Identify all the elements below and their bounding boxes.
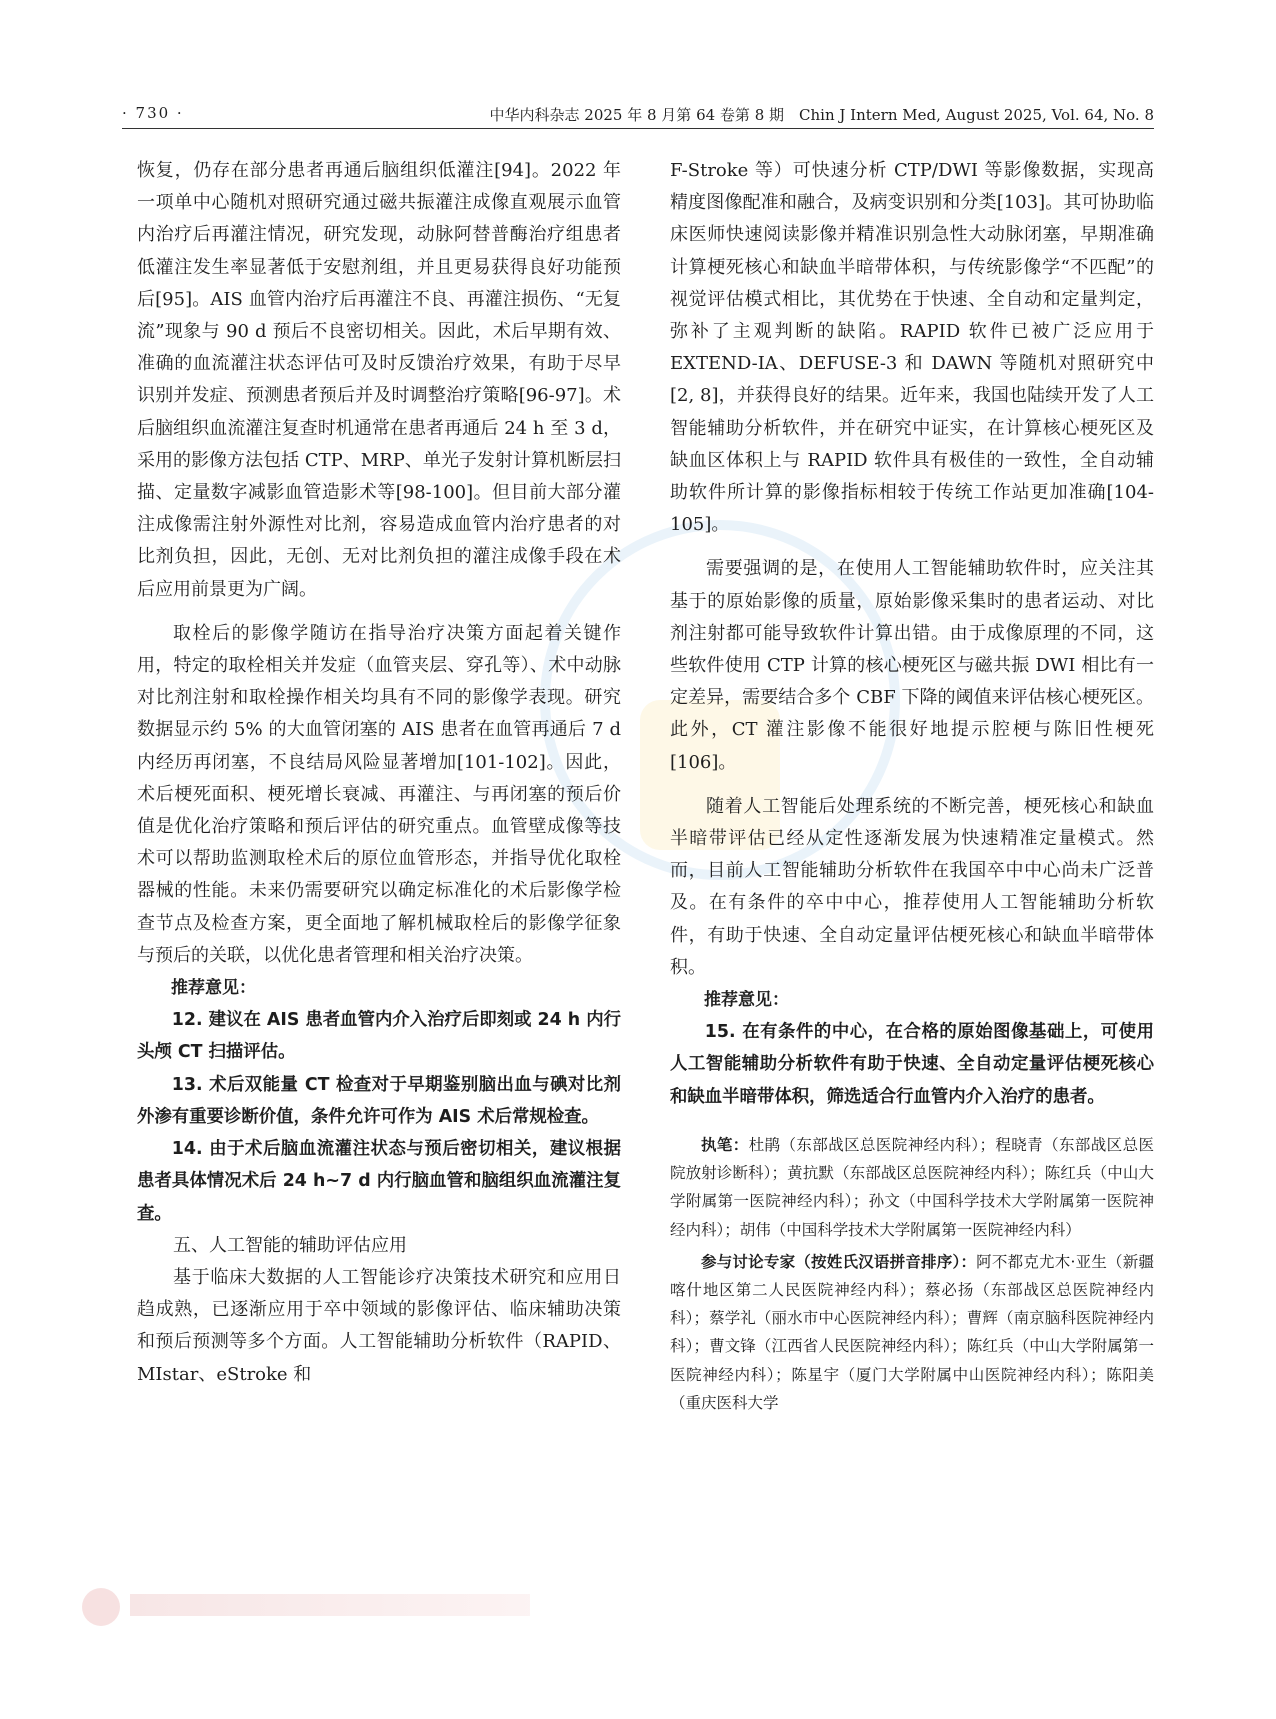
paragraph: 基于临床大数据的人工智能诊疗决策技术研究和应用日趋成熟，已逐渐应用于卒中领域的影像评估、临床辅助决策和预后预测等多个方面。人工智能辅助分析软件（RAPID、MIstar、eStroke 和 [137,1266,621,1385]
recommendation-heading: 推荐意见： [171,978,256,999]
recommendation-15: 15. 在有条件的中心，在合格的原始图像基础上，可使用人工智能辅助分析软件有助于快速、全自动定量评估梗死核心和缺血半暗带体积，筛选适合行血管内介入治疗的患者。 [670,1022,1154,1107]
recommendation-12: 12. 建议在 AIS 患者血管内介入治疗后即刻或 24 h 内行头颅 CT 扫描评估。 [137,1010,622,1063]
paragraph: 取栓后的影像学随访在指导治疗决策方面起着关键作用，特定的取栓相关并发症（血管夹层、穿孔等）、术中动脉对比剂注射和取栓操作相关均具有不同的影像学表现。研究数据显示约 5% 的大血管闭塞的 AIS 患者在血管再通后 7 d 内经历再闭塞，不良结局风险显著增加[101-102]。因此，术后梗死面积、梗死增长衰减、再灌注、与再闭塞的预后价值是优化治疗策略和预后评估的研究重点。血管壁成像等技术可以帮助监测取栓术后的原位血管形态，并指导优化取栓器械的性能。未来仍需要研究以确定标准化的术后影像学检查节点及检查方案，更全面地了解机械取栓后的影像学征象与预后的关联，以优化患者管理和相关治疗决策。 [137,622,621,966]
writers-note [670,1131,1154,1244]
header-rule [122,128,1154,129]
paragraph: 恢复，仍存在部分患者再通后脑组织低灌注[94]。2022 年一项单中心随机对照研究通过磁共振灌注成像直观展示血管内治疗后再灌注情况，研究发现，动脉阿替普酶治疗组患者低灌注发生率显著低于安慰剂组，并且更易获得良好功能预后[95]。AIS 血管内治疗后再灌注不良、再灌注损伤、“无复流”现象与 90 d 预后不良密切相关。因此，术后早期有效、准确的血流灌注状态评估可及时反馈治疗效果，有助于尽早识别并发症、预测患者预后并及时调整治疗策略[96-97]。术后脑组织血流灌注复查时机通常在患者再通后 24 h 至 3 d，采用的影像方法包括 CTP、MRP、单光子发射计算机断层扫描、定量数字减影血管造影术等[98-100]。但目前大部分灌注成像需注射外源性对比剂，容易造成血管内治疗患者的对比剂负担，因此，无创、无对比剂负担的灌注成像手段在术后应用前景更为广阔。 [137,160,621,600]
left-column [137,155,621,1391]
journal-citation: 中华内科杂志 2025 年 8 月第 64 卷第 8 期 Chin J Intern Med, August 2025, Vol. 64, No. 8 [489,106,1154,124]
experts-label: 参与讨论专家（按姓氏汉语拼音排序）： [701,1252,977,1271]
right-column [670,155,1154,1417]
recommendation-13: 13. 术后双能量 CT 检查对于早期鉴别脑出血与碘对比剂外渗有重要诊断价值，条件允许可作为 AIS 术后常规检查。 [137,1074,621,1127]
writers-list: 杜鹃（东部战区总医院神经内科）；程晓青（东部战区总医院放射诊断科）；黄抗默（东部战区总医院神经内科）；陈红兵（中山大学附属第一医院神经内科）；孙文（中国科学技术大学附属第一医院神经内科）；胡伟（中国科学技术大学附属第一医院神经内科） [670,1135,1154,1239]
paragraph: 需要强调的是，在使用人工智能辅助软件时，应关注其基于的原始影像的质量，原始影像采集时的患者运动、对比剂注射都可能导致软件计算出错。由于成像原理的不同，这些软件使用 CTP 计算的核心梗死区与磁共振 DWI 相比有一定差异，需要结合多个 CBF 下降的阈值来评估核心梗死区。此外，CT 灌注影像不能很好地提示腔梗与陈旧性梗死[106]。 [670,558,1154,773]
writers-label: 执笔： [701,1135,749,1154]
paragraph: F-Stroke 等）可快速分析 CTP/DWI 等影像数据，实现高精度图像配准和融合，及病变识别和分类[103]。其可协助临床医师快速阅读影像并精准识别急性大动脉闭塞，早期准确计算梗死核心和缺血半暗带体积，与传统影像学“不匹配”的视觉评估模式相比，其优势在于快速、全自动和定量判定，弥补了主观判断的缺陷。RAPID 软件已被广泛应用于 EXTEND-IA、DEFUSE-3 和 DAWN 等随机对照研究中[2, 8]，并获得良好的结果。近年来，我国也陆续开发了人工智能辅助分析软件，并在研究中证实，在计算核心梗死区及缺血区体积上与 RAPID 软件具有极佳的一致性，全自动辅助软件所计算的影像指标相较于传统工作站更加准确[104-105]。 [670,160,1154,536]
page-header [0,104,1276,134]
publisher-wordmark [130,1594,530,1616]
recommendation-heading: 推荐意见： [704,990,789,1011]
page-number: · 730 · [122,104,184,122]
experts-note [670,1248,1154,1417]
experts-list: 阿不都克尤木·亚生（新疆喀什地区第二人民医院神经内科）；蔡必扬（东部战区总医院神经内科）；蔡学礼（丽水市中心医院神经内科）；曹辉（南京脑科医院神经内科）；曹文锋（江西省人民医院神经内科）；陈红兵（中山大学附属第一医院神经内科）；陈星宇（厦门大学附属中山医院神经内科）；陈阳美（重庆医科大学 [670,1252,1154,1412]
recommendation-14: 14. 由于术后脑血流灌注状态与预后密切相关，建议根据患者具体情况术后 24 h~7 d 内行脑血管和脑组织血流灌注复查。 [137,1139,621,1224]
paragraph: 随着人工智能后处理系统的不断完善，梗死核心和缺血半暗带评估已经从定性逐渐发展为快速精准定量模式。然而，目前人工智能辅助分析软件在我国卒中中心尚未广泛普及。在有条件的卒中中心，推荐使用人工智能辅助分析软件，有助于快速、全自动定量评估梗死核心和缺血半暗带体积。 [670,795,1154,978]
publisher-logo [82,1588,542,1628]
publisher-seal-icon [82,1588,120,1626]
section-heading: 五、人工智能的辅助评估应用 [173,1234,407,1256]
